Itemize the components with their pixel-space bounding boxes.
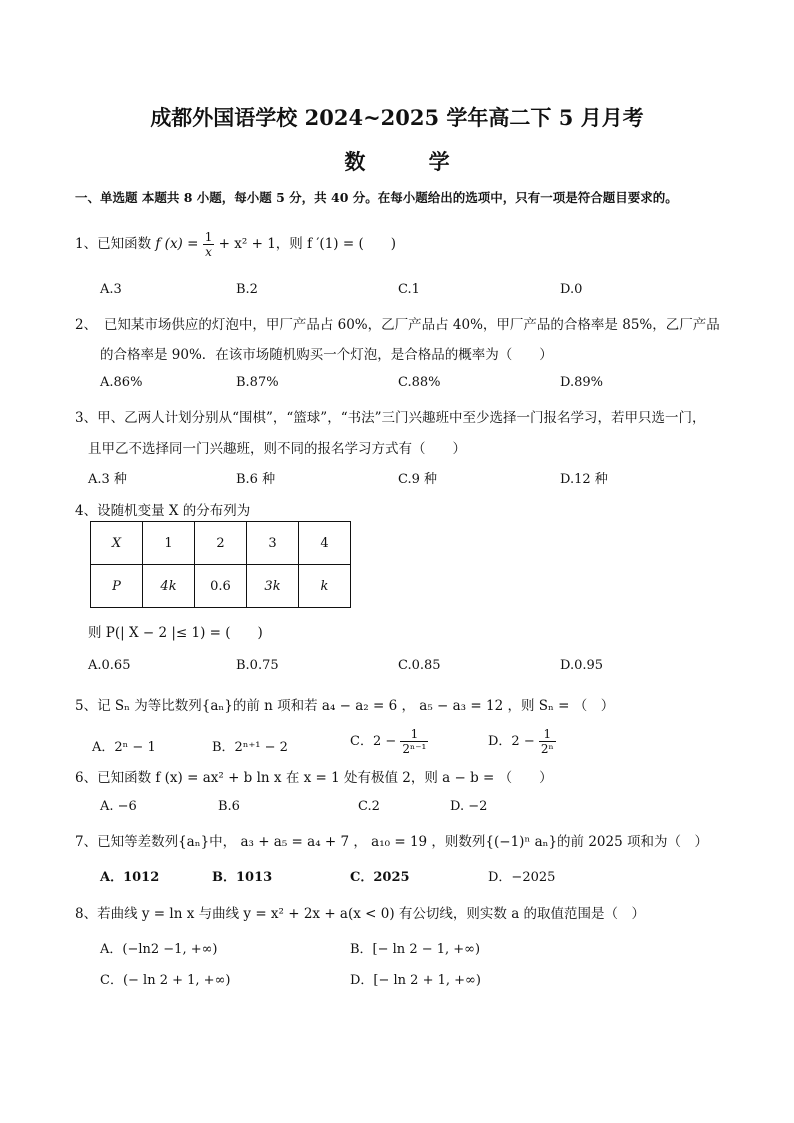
q4-option-a: A.0.65 xyxy=(88,658,131,673)
question-3-line-1: 3、甲、乙两人计划分别从“围棋”，“篮球”，“书法”三门兴趣班中至少选择一门报名学习，若甲只选一门， xyxy=(75,410,706,426)
question-4-stem: 4、设随机变量 X 的分布列为 xyxy=(75,503,251,519)
q3-option-a: A.3 种 xyxy=(88,472,127,487)
table-row xyxy=(91,565,351,608)
table-cell: 0.6 xyxy=(195,565,247,608)
question-1-prefix: 1、已知函数 xyxy=(75,236,152,252)
q3-option-b: B.6 种 xyxy=(236,472,276,487)
q8-option-a: A．(−ln2 −1, +∞) xyxy=(100,942,218,957)
q5-option-a: A．2ⁿ − 1 xyxy=(92,740,156,755)
q8-option-b: B．[− ln 2 − 1, +∞) xyxy=(350,942,481,957)
question-5-stem: 5、记 Sₙ 为等比数列{aₙ}的前 n 项和若 a₄ − a₂ = 6 ， a₅ − a₃ = 12 ，则 Sₙ = （ ） xyxy=(75,698,615,714)
q8-option-d: D．[− ln 2 + 1, +∞) xyxy=(350,973,481,988)
q2-option-d: D.89% xyxy=(560,375,603,390)
q2-option-b: B.87% xyxy=(236,375,279,390)
q8-option-c: C．(− ln 2 + 1, +∞) xyxy=(100,973,231,988)
q7-option-a: A．1012 xyxy=(100,870,160,885)
q6-option-c: C.2 xyxy=(358,799,380,814)
q6-option-d: D. −2 xyxy=(450,799,488,814)
table-cell: 3 xyxy=(247,522,299,565)
q5-option-c-prefix: C．2 − xyxy=(350,734,401,749)
q5-option-d-fraction xyxy=(539,727,556,756)
q7-option-b: B．1013 xyxy=(212,870,273,885)
table-cell: 1 xyxy=(143,522,195,565)
q2-option-c: C.88% xyxy=(398,375,441,390)
table-cell: X xyxy=(91,522,143,565)
q7-option-c: C．2025 xyxy=(350,870,410,885)
question-8-stem: 8、若曲线 y = ln x 与曲线 y = x² + 2x + a(x < 0) 有公切线，则实数 a 的取值范围是（ ） xyxy=(75,906,646,922)
q4-option-d: D.0.95 xyxy=(560,658,604,673)
q6-option-a: A. −6 xyxy=(100,799,137,814)
distribution-table xyxy=(90,521,351,608)
q2-option-a: A.86% xyxy=(100,375,143,390)
question-2-line-2: 的合格率是 90%．在该市场随机购买一个灯泡，是合格品的概率为（ ） xyxy=(100,347,553,363)
q5-option-c-fraction xyxy=(400,727,428,756)
question-4-ask: 则 P(| X − 2 |≤ 1) = ( ) xyxy=(88,625,263,641)
table-row xyxy=(91,522,351,565)
question-1-frac-num: 1 xyxy=(204,230,213,244)
q6-option-b: B.6 xyxy=(218,799,240,814)
section-heading: 一、单选题 本题共 8 小题，每小题 5 分，共 40 分。在每小题给出的选项中，只有一项是符合题目要求的。 xyxy=(75,190,678,205)
question-1-fx: f (x) = xyxy=(155,236,203,252)
q5-option-c-den: 2ⁿ⁻¹ xyxy=(402,742,427,756)
q3-option-c: C.9 种 xyxy=(398,472,438,487)
question-6-stem: 6、已知函数 f (x) = ax² + b ln x 在 x = 1 处有极值 2，则 a − b = （ ） xyxy=(75,770,553,786)
table-cell: k xyxy=(299,565,351,608)
q1-option-a: A.3 xyxy=(100,282,122,297)
q5-option-d-num: 1 xyxy=(539,727,556,742)
q4-option-b: B.0.75 xyxy=(236,658,279,673)
table-cell: 4 xyxy=(299,522,351,565)
question-7-stem: 7、已知等差数列{aₙ}中， a₃ + a₅ = a₄ + 7 ， a₁₀ = 19 ，则数列{(−1)ⁿ aₙ}的前 2025 项和为（ ） xyxy=(75,834,708,850)
question-1 xyxy=(75,230,396,259)
question-1-frac-den: x xyxy=(205,245,212,259)
table-cell: 3k xyxy=(247,565,299,608)
exam-subject: 数 学 xyxy=(344,149,478,174)
q7-option-d: D．−2025 xyxy=(488,870,556,885)
q4-option-c: C.0.85 xyxy=(398,658,441,673)
question-3-line-2: 且甲乙不选择同一门兴趣班，则不同的报名学习方式有（ ） xyxy=(88,441,466,457)
question-1-fraction xyxy=(203,230,215,259)
table-cell: P xyxy=(91,565,143,608)
q3-option-d: D.12 种 xyxy=(560,472,608,487)
table-cell: 2 xyxy=(195,522,247,565)
table-cell: 4k xyxy=(143,565,195,608)
exam-title: 成都外国语学校 2024~2025 学年高二下 5 月月考 xyxy=(150,105,644,130)
q5-option-d xyxy=(488,727,556,756)
q1-option-b: B.2 xyxy=(236,282,258,297)
q5-option-c-num: 1 xyxy=(400,727,428,742)
q5-option-d-den: 2ⁿ xyxy=(540,742,554,756)
question-2-line-1: 2、 已知某市场供应的灯泡中，甲厂产品占 60%，乙厂产品占 40%，甲厂产品的合格率是 85%，乙厂产品 xyxy=(75,317,720,333)
q5-option-c xyxy=(350,727,428,756)
q1-option-c: C.1 xyxy=(398,282,420,297)
q5-option-b: B．2ⁿ⁺¹ − 2 xyxy=(212,740,288,755)
q5-option-d-prefix: D．2 − xyxy=(488,734,539,749)
question-1-rest: + x² + 1，则 f ′(1) = ( ) xyxy=(218,236,396,252)
q1-option-d: D.0 xyxy=(560,282,583,297)
